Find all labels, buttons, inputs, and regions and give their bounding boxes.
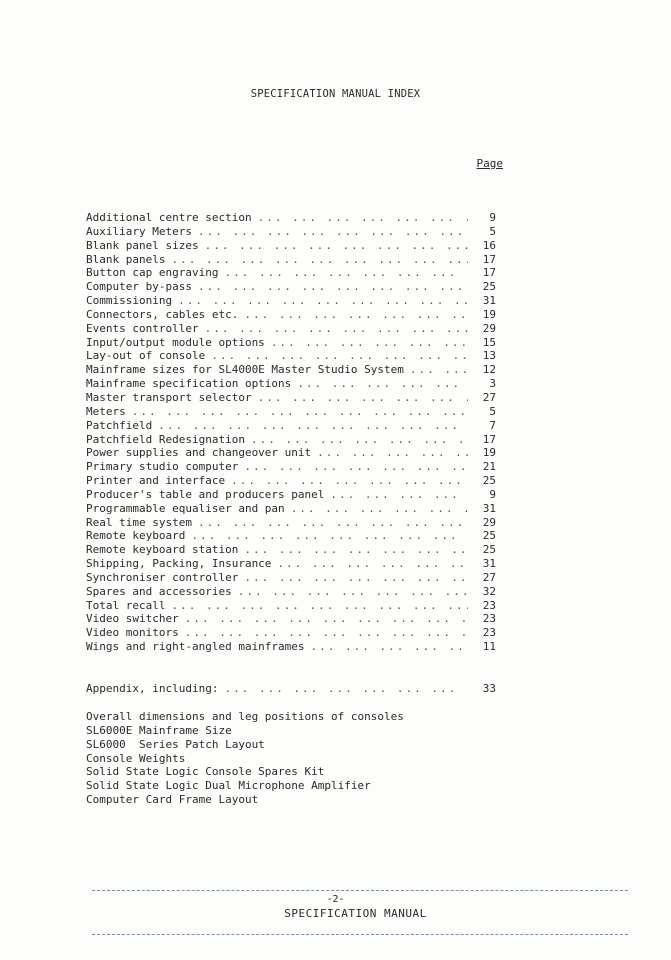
dot-leader [238,585,468,599]
index-entry [86,363,496,377]
index-entry [86,391,496,405]
appendix-entry [86,682,496,696]
dot-leader [330,488,468,502]
dot-leader [205,322,468,336]
entry-label: Programmable equaliser and pan [86,501,285,515]
dot-leader [317,446,468,460]
index-entry [86,585,496,599]
dot-leader [258,211,468,225]
dot-leader [277,557,468,571]
appendix-item: Computer Card Frame Layout [86,793,259,807]
page-title: SPECIFICATION MANUAL INDEX [250,88,421,100]
entry-page: 17 [482,432,496,446]
entry-page: 19 [482,307,496,321]
entry-label: Video switcher [86,612,179,626]
index-entry [86,516,496,530]
appendix-label: Appendix, including: [86,682,219,695]
index-entry [86,266,496,280]
entry-page: 31 [482,294,496,308]
entry-label: Commissioning [86,294,173,308]
index-entry [86,529,496,543]
entry-label: Meters [86,404,126,418]
entry-page: 31 [482,557,496,571]
entry-label: Master transport selector [86,390,252,404]
dot-leader [191,529,468,543]
entry-label: Real time system [86,515,192,529]
entry-page: 25 [482,529,496,543]
entry-page: 23 [482,626,496,640]
dot-leader [171,253,468,267]
entry-label: Remote keyboard [86,529,186,543]
entry-label: Connectors, cables etc. [86,307,239,321]
index-entry [86,543,496,557]
index-entry [86,460,496,474]
dot-leader [198,280,468,294]
entry-page: 5 [489,224,496,238]
index-list [86,211,496,654]
entry-label: Button cap engraving [86,266,219,280]
dot-leader [244,308,468,322]
index-entry [86,211,496,225]
entry-label: Additional centre section [86,211,252,224]
entry-label: Remote keyboard station [86,543,239,557]
entry-label: Blank panel sizes [86,238,199,252]
entry-label: Synchroniser controller [86,570,239,584]
dot-leader [198,516,468,530]
entry-page: 19 [482,446,496,460]
index-entry [86,419,496,433]
dot-leader [224,266,468,280]
entry-label: Spares and accessories [86,584,232,598]
entry-page: 12 [482,363,496,377]
index-entry [86,488,496,502]
dot-leader [251,433,468,447]
entry-page: 23 [482,612,496,626]
appendix-item: SL6000 Series Patch Layout [86,737,265,751]
index-entry [86,433,496,447]
entry-label: Video monitors [86,626,179,640]
appendix-item: Solid State Logic Console Spares Kit [86,765,325,779]
dot-leader [224,682,468,696]
entry-page: 16 [482,238,496,252]
appendix-item: Overall dimensions and leg positions of consoles [86,710,404,723]
entry-label: Producer's table and producers panel [86,487,325,501]
footer-title: SPECIFICATION MANUAL [284,907,427,920]
entry-page: 17 [482,252,496,266]
footer-page-number: -2- [326,894,345,905]
appendix-item: Console Weights [86,751,186,765]
entry-page: 21 [482,460,496,474]
entry-page: 23 [482,598,496,612]
entry-label: Patchfield [86,418,153,432]
index-entry [86,280,496,294]
entry-page: 25 [482,543,496,557]
index-entry [86,612,496,626]
entry-label: Computer by-pass [86,280,192,294]
entry-label: Shipping, Packing, Insurance [86,557,272,571]
entry-page: 5 [489,404,496,418]
index-entry [86,446,496,460]
dot-leader [171,599,468,613]
index-entry [86,557,496,571]
index-entry [86,349,496,363]
entry-page: 29 [482,515,496,529]
dot-leader [178,294,468,308]
entry-page: 7 [489,418,496,432]
entry-label: Events controller [86,321,199,335]
index-entry [86,377,496,391]
index-entry [86,225,496,239]
dot-leader [291,502,468,516]
dot-leader [297,377,468,391]
appendix-items [86,710,404,807]
entry-label: Total recall [86,598,166,612]
index-entry [86,640,496,654]
footer-divider-bottom [92,934,628,935]
entry-page: 13 [482,349,496,363]
index-entry [86,626,496,640]
entry-label: Wings and right-angled mainframes [86,640,305,654]
entry-page: 27 [482,390,496,404]
dot-leader [205,239,468,253]
index-entry [86,336,496,350]
dot-leader [244,543,468,557]
index-entry [86,474,496,488]
entry-page: 15 [482,335,496,349]
entry-page: 9 [489,211,496,224]
footer-divider-top [92,890,628,891]
entry-page: 17 [482,266,496,280]
appendix-page: 33 [482,682,496,695]
entry-label: Primary studio computer [86,460,239,474]
dot-leader [185,626,468,640]
dot-leader [231,474,468,488]
dot-leader [158,419,468,433]
index-entry [86,599,496,613]
dot-leader [132,405,468,419]
appendix-item: SL6000E Mainframe Size [86,723,232,737]
entry-label: Power supplies and changeover unit [86,446,312,460]
index-entry [86,308,496,322]
appendix-item: Solid State Logic Dual Microphone Amplifier [86,779,371,793]
index-entry [86,405,496,419]
entry-page: 29 [482,321,496,335]
entry-page: 27 [482,570,496,584]
dot-leader [271,336,468,350]
entry-label: Lay-out of console [86,349,206,363]
index-entry [86,253,496,267]
index-entry [86,294,496,308]
index-entry [86,239,496,253]
index-entry [86,322,496,336]
index-entry [86,502,496,516]
entry-page: 3 [489,377,496,391]
dot-leader [311,640,468,654]
entry-label: Mainframe sizes for SL4000E Master Studio System [86,363,404,377]
entry-page: 25 [482,474,496,488]
entry-label: Patchfield Redesignation [86,432,245,446]
entry-label: Printer and interface [86,474,226,488]
entry-page: 25 [482,280,496,294]
dot-leader [258,391,468,405]
entry-label: Input/output module options [86,335,265,349]
dot-leader [198,225,468,239]
index-entry [86,571,496,585]
entry-page: 11 [482,640,496,654]
dot-leader [244,460,468,474]
dot-leader [185,612,468,626]
entry-label: Auxiliary Meters [86,224,192,238]
entry-page: 9 [489,487,496,501]
dot-leader [410,363,468,377]
entry-page: 31 [482,501,496,515]
entry-label: Blank panels [86,252,166,266]
page-column-header: Page [476,157,503,170]
entry-label: Mainframe specification options [86,377,292,391]
dot-leader [211,349,468,363]
dot-leader [244,571,468,585]
entry-page: 32 [482,584,496,598]
